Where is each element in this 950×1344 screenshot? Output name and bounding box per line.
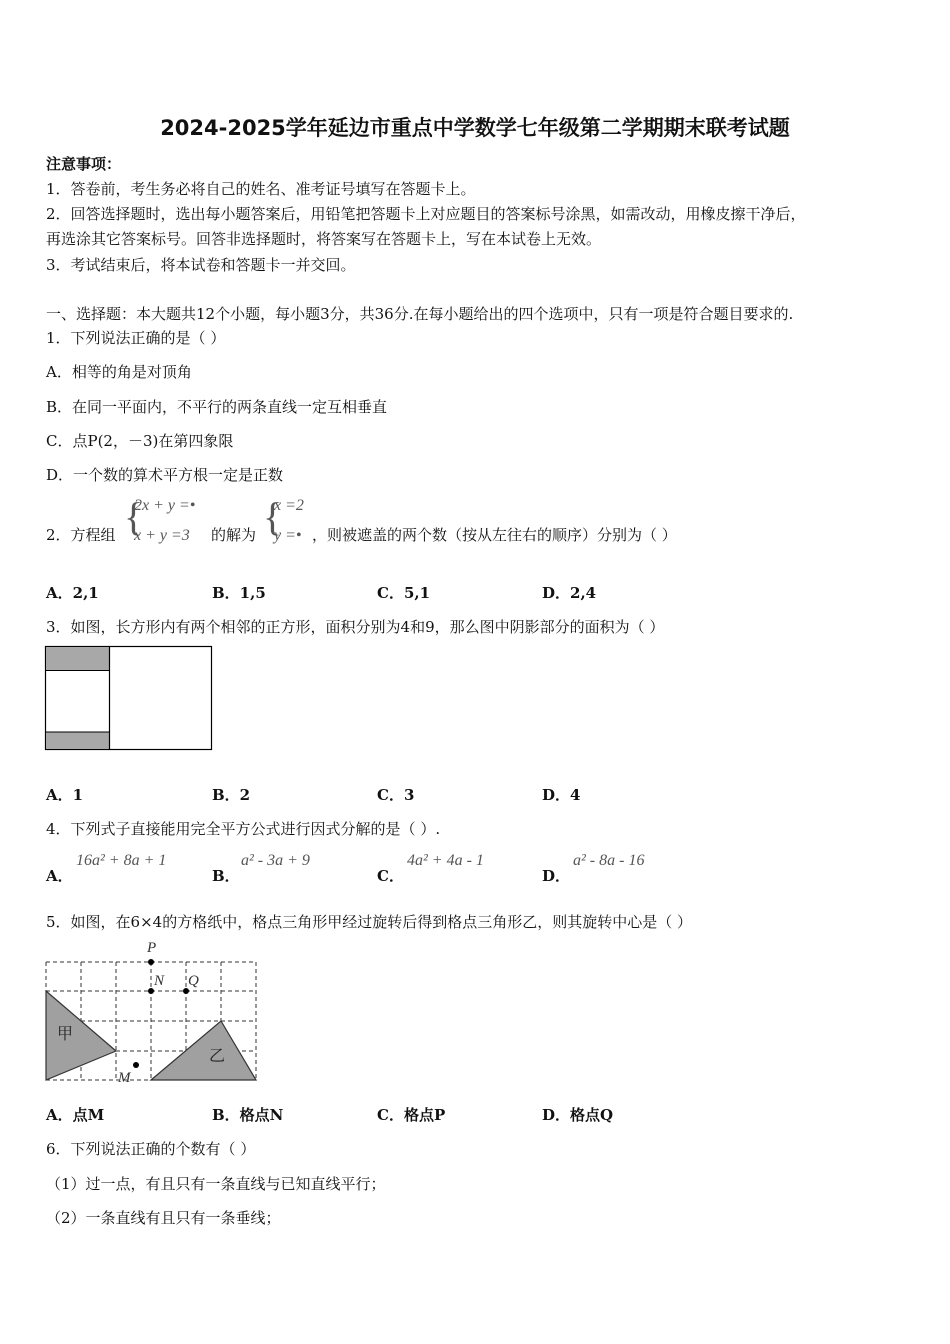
q3-figure xyxy=(44,645,216,753)
q2-option-c: C．5,1 xyxy=(377,584,431,602)
q4-expr-d: a² - 8a - 16 xyxy=(573,852,645,869)
q2-sol2: y =• xyxy=(274,527,302,544)
q3-option-b: B．2 xyxy=(212,786,251,804)
q2-option-a: A．2,1 xyxy=(46,584,99,602)
q5-label-yi: 乙 xyxy=(209,1046,226,1065)
q3-shaded-bottom xyxy=(46,732,110,750)
q5-stem: 5．如图，在6×4的方格纸中，格点三角形甲经过旋转后得到格点三角形乙，则其旋转中心是（ ） xyxy=(46,913,692,931)
q5-label-p: P xyxy=(147,940,157,956)
notice-item-3: 3．考试结束后，将本试卷和答题卡一并交回。 xyxy=(46,256,356,274)
q2-brace-1: { xyxy=(124,494,144,539)
q4-label-b: B． xyxy=(212,867,240,885)
q5-option-d: D．格点Q xyxy=(542,1106,614,1124)
q5-label-jia: 甲 xyxy=(57,1024,74,1043)
q2-option-b: B．1,5 xyxy=(212,584,266,602)
q2-eq2: x + y =3 xyxy=(134,527,190,544)
q4-expr-b: a² - 3a + 9 xyxy=(241,852,310,869)
q6-item-1: （1）过一点，有且只有一条直线与已知直线平行； xyxy=(46,1175,386,1193)
q3-option-c: C．3 xyxy=(377,786,415,804)
q1-option-b: B．在同一平面内，不平行的两条直线一定互相垂直 xyxy=(46,398,388,416)
q4-expr-a: 16a² + 8a + 1 xyxy=(76,852,167,869)
q2-option-d: D．2,4 xyxy=(542,584,597,602)
q2-mid: 的解为 xyxy=(211,526,257,544)
q5-point-p xyxy=(148,959,154,965)
q4-label-a: A． xyxy=(46,867,73,885)
q5-option-c: C．格点P xyxy=(377,1106,446,1124)
q1-option-a: A．相等的角是对顶角 xyxy=(46,363,192,381)
q2-prefix: 2．方程组 xyxy=(46,526,116,544)
q4-expr-c: 4a² + 4a - 1 xyxy=(407,852,484,869)
q6-stem: 6．下列说法正确的个数有（ ） xyxy=(46,1140,256,1158)
q4-label-d: D． xyxy=(542,867,571,885)
q5-label-m: M xyxy=(118,1070,131,1086)
q5-grid-figure xyxy=(40,935,266,1090)
q3-option-a: A．1 xyxy=(46,786,84,804)
q1-option-d: D．一个数的算术平方根一定是正数 xyxy=(46,466,284,484)
notice-item-2: 2．回答选择题时，选出每小题答案后，用铅笔把答题卡上对应题目的答案标号涂黑，如需改动，用橡皮擦干净后， xyxy=(46,205,806,223)
q5-option-a: A．点M xyxy=(46,1106,105,1124)
q3-stem: 3．如图，长方形内有两个相邻的正方形，面积分别为4和9，那么图中阴影部分的面积为（ ） xyxy=(46,618,665,636)
q4-label-c: C． xyxy=(377,867,404,885)
q6-item-2: （2）一条直线有且只有一条垂线； xyxy=(46,1209,281,1227)
q1-stem: 1．下列说法正确的是（ ） xyxy=(46,329,226,347)
q3-shaded-top xyxy=(46,647,110,671)
q5-label-n: N xyxy=(154,973,165,989)
section-heading: 一、选择题：本大题共12个小题，每小题3分，共36分.在每小题给出的四个选项中，只有一项是符合题目要求的. xyxy=(46,305,794,323)
q5-option-b: B．格点N xyxy=(212,1106,284,1124)
q5-point-m xyxy=(133,1062,139,1068)
notice-heading: 注意事项： xyxy=(46,155,122,173)
q2-sol1: x =2 xyxy=(274,497,304,514)
page-title: 2024-2025学年延边市重点中学数学七年级第二学期期末联考试题 xyxy=(160,116,790,140)
q2-eq1: 2x + y =• xyxy=(134,497,196,514)
q4-stem: 4．下列式子直接能用完全平方公式进行因式分解的是（ ）. xyxy=(46,820,441,838)
notice-item-2-cont: 再选涂其它答案标号。回答非选择题时，将答案写在答题卡上，写在本试卷上无效。 xyxy=(46,230,602,248)
q2-suffix: ，则被遮盖的两个数（按从左往右的顺序）分别为（ ） xyxy=(312,526,677,544)
notice-item-1: 1．答卷前，考生务必将自己的姓名、准考证号填写在答题卡上。 xyxy=(46,180,476,198)
q1-option-c: C．点P(2，－3)在第四象限 xyxy=(46,432,234,450)
q5-label-q: Q xyxy=(188,973,199,989)
q2-brace-2: { xyxy=(263,494,283,539)
q3-option-d: D．4 xyxy=(542,786,581,804)
